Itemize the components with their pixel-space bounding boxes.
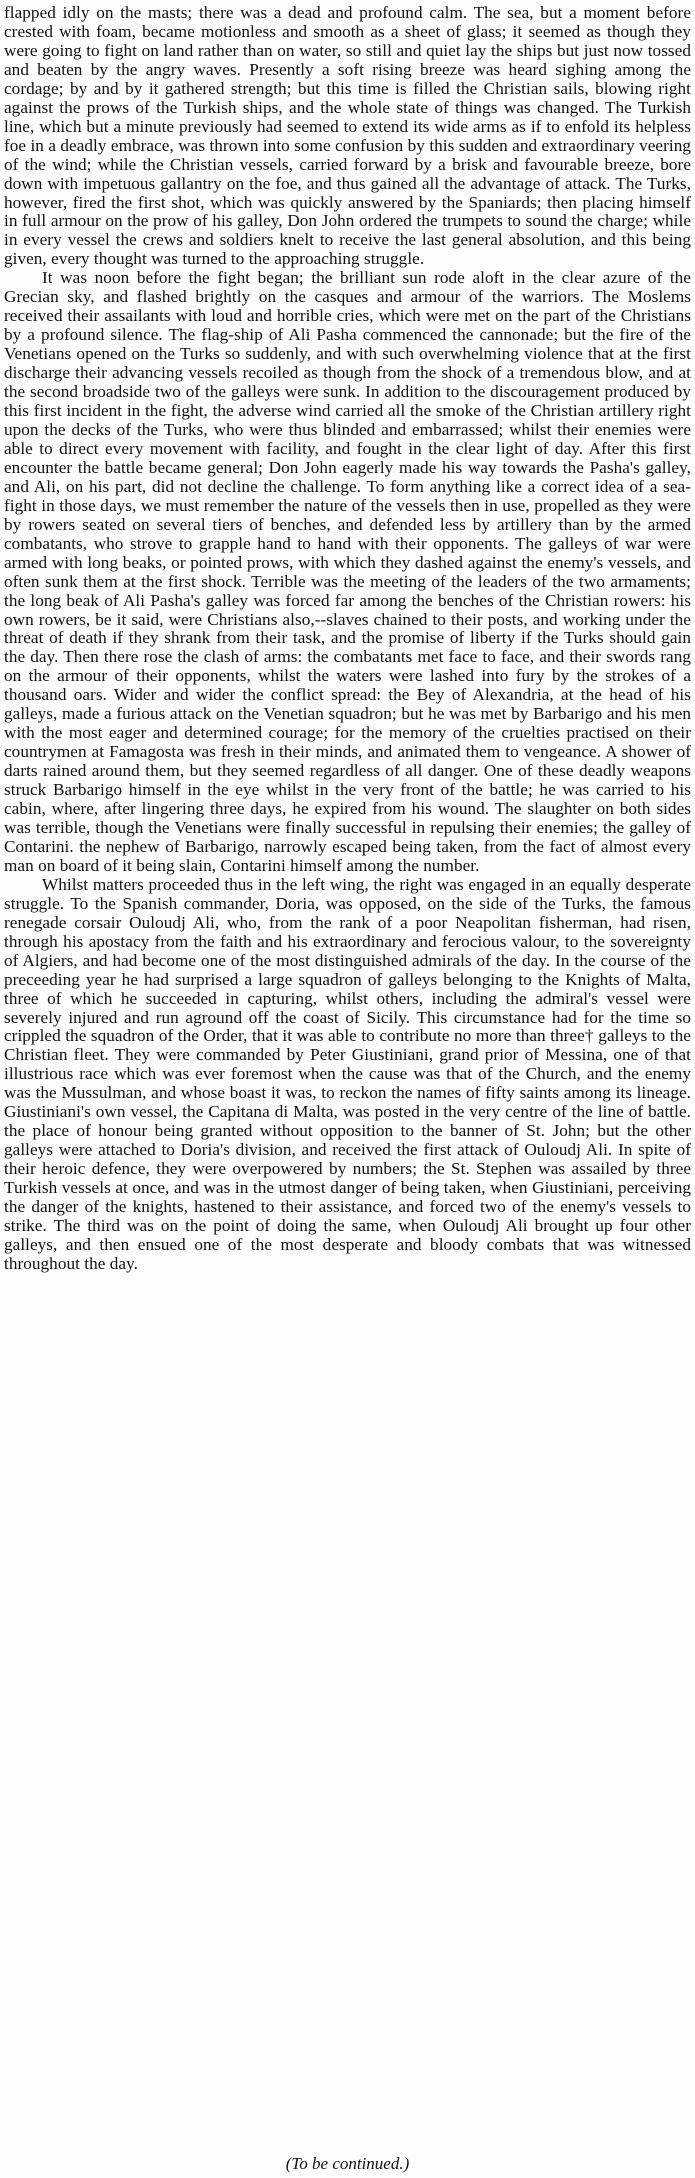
paragraph-battle-begins: It was noon before the fight began; the brilliant sun rode aloft in the clear azure of the Grecian sky, and flashed brightly on the casques and armour of the warriors. The Moslems received their assailants with loud and horrible cries, which were met on the part of the Christians by a profound silence. The flag-ship of Ali Pasha commenced the cannonade; but the fire of the Venetians opened on the Turks so suddenly, and with such overwhelming violence that at the first discharge their advancing vessels recoiled as though from the shock of a tremendous blow, and at the second broadside two of the galleys were sunk. In addition to the discouragement produced by this first incident in the fight, the adverse wind carried all the smoke of the Christian artillery right upon the decks of the Turks, who were thus blinded and embarrassed; whilst their enemies were able to direct every movement with facility, and fought in the clear light of day. After this first encounter the battle became general; Don John eagerly made his way towards the Pasha's galley, and Ali, on his part, did not decline the challenge. To form anything like a correct idea of a sea-fight in those days, we must remember the nature of the vessels then in use, propelled as they were by rowers seated on several tiers of benches, and defended less by artillery than by the armed combatants, who strove to grapple hand to hand with their opponents. The galleys of war were armed with long beaks, or pointed prows, with which they dashed against the enemy's vessels, and often sunk them at the first shock. Terrible was the meeting of the leaders of the two armaments; the long beak of Ali Pasha's galley was forced far among the benches of the Christian rowers: his own rowers, be it said, were Christians also,--slaves chained to their posts, and working under the threat of death if they shrank from their task, and the promise of liberty if the Turks should gain the day. Then there rose the clash of arms: the combatants met face to face, and their swords rang on the armour of their opponents, whilst the waters were lashed into fury by the strokes of a thousand oars. Wider and wider the conflict spread: the Bey of Alexandria, at the head of his galleys, made a furious attack on the Venetian squadron; but he was met by Barbarigo and his men with the most eager and determined courage; for the memory of the cruelties practised on their countrymen at Famagosta was fresh in their minds, and animated them to vengeance. A shower of darts rained around them, but they seemed regardless of all danger. One of these deadly weapons struck Barbarigo himself in the eye whilst in the very front of the battle; he was carried to his cabin, where, after lingering three days, he expired from his wound. The slaughter on both sides was terrible, though the Venetians were finally successful in repulsing their enemies; the galley of Contarini. the nephew of Barbarigo, narrowly escaped being taken, from the fact of almost every man on board of it being slain, Contarini himself among the number.	[4, 268, 691, 875]
paragraph-calm-and-breeze: flapped idly on the masts; there was a dead and profound calm. The sea, but a moment before crested with foam, became motionless and smooth as a sheet of glass; it seemed as though they were going to fight on land rather than on water, so still and quiet lay the ships but just now tossed and beaten by the angry waves. Presently a soft rising breeze was heard sighing among the cordage; by and by it gathered strength; but this time is filled the Christian sails, blowing right against the prows of the Turkish ships, and the whole state of things was changed. The Turkish line, which but a minute previously had seemed to extend its wide arms as if to enfold its helpless foe in a deadly embrace, was thrown into some confusion by this sudden and extraordinary veering of the wind; while the Christian vessels, carried forward by a brisk and favourable breeze, bore down with impetuous gallantry on the foe, and thus gained all the advantage of attack. The Turks, however, fired the first shot, which was quickly answered by the Spaniards; then placing himself in full armour on the prow of his galley, Don John ordered the trumpets to sound the charge; while in every vessel the crews and soldiers knelt to receive the last general absolution, and this being given, every thought was turned to the approaching struggle.	[4, 3, 691, 269]
continuation-note: (To be continued.)	[285, 2154, 410, 2173]
paragraph-right-wing: Whilst matters proceeded thus in the left wing, the right was engaged in an equally desperate struggle. To the Spanish commander, Doria, was opposed, on the side of the Turks, the famous renegade corsair Ouloudj Ali, who, from the rank of a poor Neapolitan fisherman, had risen, through his apostacy from the faith and his extraordinary and ferocious valour, to the sovereignty of Algiers, and had become one of the most distinguished admirals of the day. In the course of the preceeding year he had surprised a large squadron of galleys belonging to the Knights of Malta, three of which he succeeded in capturing, whilst others, including the admiral's vessel were severely injured and run aground off the coast of Sicily. This circumstance had for the time so crippled the squadron of the Order, that it was able to contribute no more than three† galleys to the Christian fleet. They were commanded by Peter Giustiniani, grand prior of Messina, one of that illustrious race which was ever foremost when the cause was that of the Church, and the enemy was the Mussulman, and whose boast it was, to reckon the names of fifty saints among its lineage. Giustiniani's own vessel, the Capitana di Malta, was posted in the very centre of the line of battle. the place of honour being granted without opposition to the banner of St. John; but the other galleys were attached to Doria's division, and received the first attack of Ouloudj Ali. In spite of their heroic defence, they were overpowered by numbers; the St. Stephen was assailed by three Turkish vessels at once, and was in the utmost danger of being taken, when Giustiniani, perceiving the danger of the knights, hastened to their assistance, and forced two of the enemy's vessels to strike. The third was on the point of doing the same, when Ouloudj Ali brought up four other galleys, and then ensued one of the most desperate and bloody combats that was witnessed throughout the day.	[4, 874, 691, 1273]
article-body	[4, 4, 691, 1274]
